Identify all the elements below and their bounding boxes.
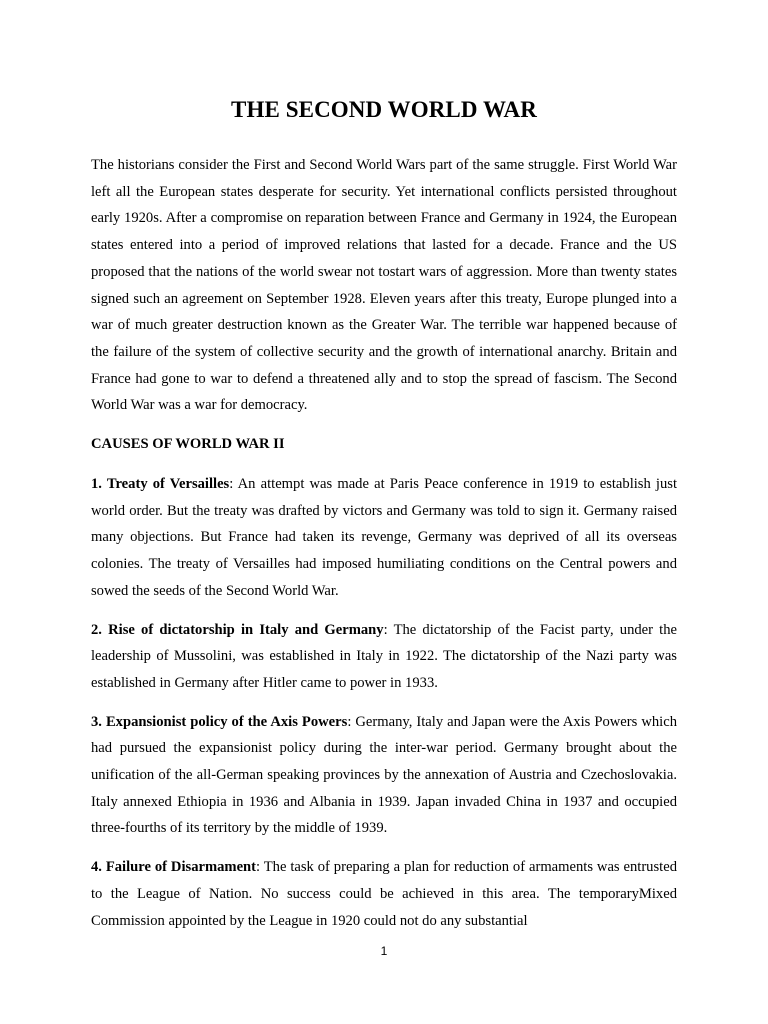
cause-text-4: : The task of preparing a plan for reduction of armaments was entrusted to the League of Nation. No success could be achieved in this area. The temporaryMixed Commission appointed by the League in 1920 could not do any substantial <box>91 859 677 929</box>
cause-paragraph-3 <box>91 709 677 843</box>
cause-text-2: : The dictatorship of the Facist party, under the leadership of Mussolini, was established in Italy in 1922. The dictatorship of the Nazi party was established in Germany after Hitler came to power in 1933. <box>91 621 678 691</box>
cause-text-1: : An attempt was made at Paris Peace conference in 1919 to establish just world order. But the treaty was drafted by victors and Germany was told to sign it. Germany raised many objections. But France had taken its revenge, Germany was deprived of all its overseas colonies. The treaty of Versailles had imposed humiliating conditions on the Central powers and sowed the seeds of the Second World War. <box>91 476 678 599</box>
cause-paragraph-2 <box>91 617 677 697</box>
document-title: THE SECOND WORLD WAR <box>231 97 537 122</box>
cause-text-3: : Germany, Italy and Japan were the Axis Powers which had pursued the expansionist policy during the inter-war period. Germany brought about the unification of the all-German speaking provinces by the annexation of Austria and Czechoslovakia. Italy annexed Ethiopia in 1936 and Albania in 1939. Japan invaded China in 1937 and occupied three-fourths of its territory by the middle of 1939. <box>91 713 677 837</box>
cause-title-1: 1. Treaty of Versailles <box>91 476 230 493</box>
intro-paragraph: The historians consider the First and Second World Wars part of the same struggle. First World War left all the European states desperate for security. Yet international conflicts persisted throughout early 1920s. After a compromise on reparation between France and Germany in 1924, the European states entered into a period of improved relations that lasted for a decade. France and the US proposed that the nations of the world swear not tostart wars of aggression. More than twenty states signed such an agreement on September 1928. Eleven years after this treaty, Europe plunged into a war of much greater destruction known as the Greater War. The terrible war happened because of the failure of the system of collective security and the growth of international anarchy. Britain and France had gone to war to defend a threatened ally and to stop the spread of fascism. The Second World War was a war for democracy. <box>91 157 677 414</box>
section-heading: CAUSES OF WORLD WAR II <box>91 436 285 453</box>
cause-title-2: 2. Rise of dictatorship in Italy and Germany <box>91 621 384 638</box>
page-number: 1 <box>380 944 388 958</box>
cause-paragraph-1 <box>91 471 677 605</box>
cause-paragraph-4 <box>91 854 677 934</box>
cause-title-4: 4. Failure of Disarmament <box>91 859 257 876</box>
page-content <box>91 96 677 946</box>
cause-title-3: 3. Expansionist policy of the Axis Powers <box>91 713 348 730</box>
